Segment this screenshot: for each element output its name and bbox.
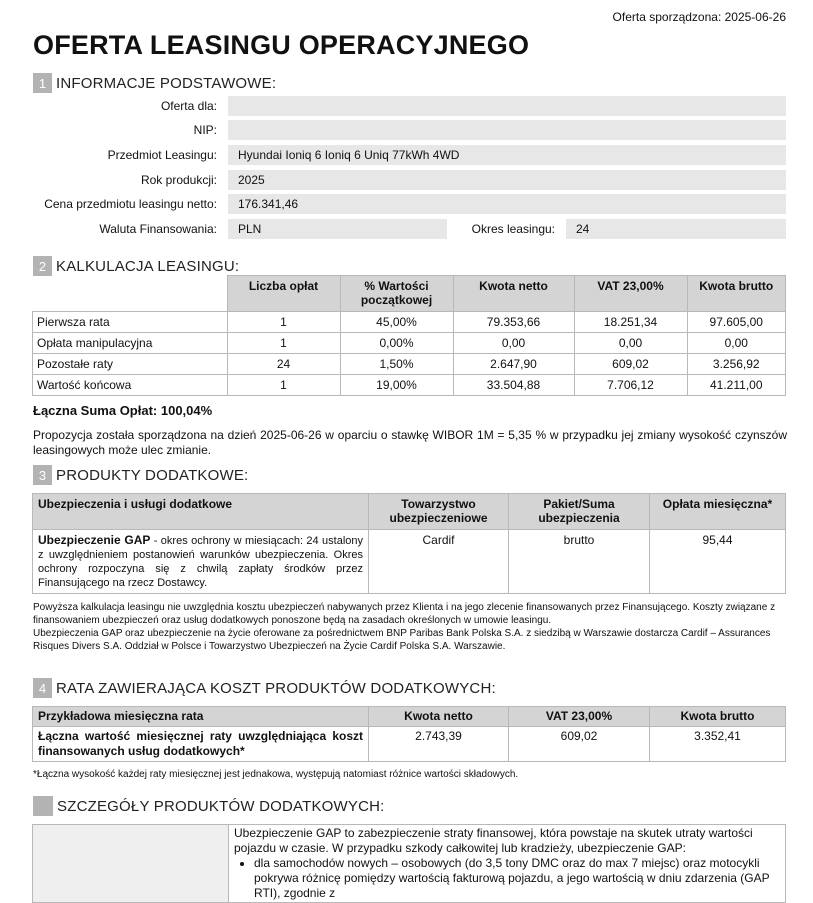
installment-footnote: *Łączna wysokość każdej raty miesięcznej jest jednakowa, występują natomiast różnice wartości składowych. — [33, 769, 519, 780]
cell-liczba: 1 — [227, 375, 340, 396]
product-description: - okres ochrony w miesiącach: 24 ustalony z uwzględnieniem postanowień warunków ubezpieczenia. Okres ochrony rozpoczyna się z chwilą zapłaty środków przez Finansującego na rzecz Dostawcy. — [38, 535, 364, 589]
details-paragraph: Ubezpieczenie GAP to zabezpieczenie straty finansowej, która powstaje na skutek utraty wartości pojazdu w czasie. W przypadku szkody całkowitej lub kradzieży, ubezpieczenie GAP: — [234, 826, 753, 855]
note-paragraph: Ubezpieczenia GAP oraz ubezpieczenie na życie oferowane za pośrednictwem BNP Paribas Bank Polska S.A. z siedzibą w Warszawie dostarcza Cardif – Assurances Risques Divers S.A. Oddział w Polsce i Towarzystwo Ubezpieczeń na Życie Cardif Polska S.A. Warszawie. — [33, 628, 771, 652]
cell-vat: 609,02 — [509, 727, 650, 762]
column-header: % Wartości początkowej — [340, 276, 453, 312]
section-number: 4 — [33, 678, 52, 698]
table-header-row — [33, 707, 786, 727]
column-header: Kwota netto — [369, 707, 509, 727]
product-name: Ubezpieczenie GAP — [38, 533, 151, 547]
cell-procent: 45,00% — [340, 312, 453, 333]
column-header: Pakiet/Suma ubezpieczenia — [509, 494, 650, 530]
column-header: Kwota netto — [453, 276, 574, 312]
insurance-notes — [33, 601, 791, 653]
table-corner — [33, 276, 228, 312]
field-value: Hyundai Ioniq 6 Ioniq 6 Uniq 77kWh 4WD — [228, 145, 786, 165]
installment-table — [32, 706, 786, 762]
cell-brutto: 3.256,92 — [687, 354, 786, 375]
section-title: KALKULACJA LEASINGU: — [56, 257, 240, 275]
field-value: 2025 — [228, 170, 786, 190]
additional-products-table — [32, 493, 786, 594]
section-title: RATA ZAWIERAJĄCA KOSZT PRODUKTÓW DODATKOWYCH: — [56, 679, 496, 697]
product-details-table — [32, 824, 786, 903]
section-number — [33, 796, 53, 816]
cell-brutto: 3.352,41 — [650, 727, 786, 762]
field-waluta — [0, 219, 813, 239]
cell-liczba: 24 — [227, 354, 340, 375]
note-paragraph: Powyższa kalkulacja leasingu nie uwzględnia kosztu ubezpieczeń nabywanych przez Klienta i na jego zlecenie finansowanych przez Finansującego. Koszty związane z finansowaniem ubezpieczeń oraz usług dodatkowych ponoszone będą na zasadach określonych w umowie leasingu. — [33, 602, 776, 626]
field-label: Przedmiot Leasingu: — [107, 148, 217, 162]
table-header-row — [33, 494, 786, 530]
field-rok — [0, 170, 813, 190]
field-label: Oferta dla: — [160, 99, 217, 113]
section-1-header — [33, 73, 276, 93]
cell-netto: 0,00 — [453, 333, 574, 354]
cell-vat: 609,02 — [574, 354, 687, 375]
column-header: Ubezpieczenia i usługi dodatkowe — [33, 494, 369, 530]
column-header: Kwota brutto — [687, 276, 786, 312]
table-row — [33, 825, 786, 903]
field-przedmiot — [0, 145, 813, 165]
field-label: Waluta Finansowania: — [99, 222, 217, 236]
total-sum: Łączna Suma Opłat: 100,04% — [33, 403, 213, 418]
list-item: • dla samochodów nowych – osobowych (do 3,5 tony DMC oraz do max 7 miejsc) oraz motocykli pokrywa różnicę pomiędzy wartością fakturową pojazdu, a jego wartością w dniu zdarzenia (GAP RTI), zgodnie z — [254, 856, 780, 901]
proposal-text: Propozycja została sporządzona na dzień 2025-06-26 w oparciu o stawkę WIBOR 1M = 5,35 % w przypadku jej zmiany wysokość czynszów leasingowych może ulec zmianie. — [33, 428, 787, 457]
field-nip — [0, 120, 813, 140]
table-row — [33, 375, 786, 396]
section-3-header — [33, 465, 248, 485]
section-number: 3 — [33, 465, 52, 485]
field-value-okres: 24 — [566, 219, 786, 239]
field-label: NIP: — [193, 123, 217, 137]
column-header: Liczba opłat — [227, 276, 340, 312]
table-row — [33, 312, 786, 333]
field-cena — [0, 194, 813, 214]
column-header: VAT 23,00% — [574, 276, 687, 312]
gap-insurance-cell — [33, 530, 369, 594]
cell-brutto: 97.605,00 — [687, 312, 786, 333]
table-header-row — [33, 276, 786, 312]
field-oferta-dla — [0, 96, 813, 116]
row-label: Łączna wartość miesięcznej raty uwzględniająca koszt finansowanych usług dodatkowych* — [33, 727, 369, 762]
section-title: PRODUKTY DODATKOWE: — [56, 466, 249, 484]
field-value — [228, 96, 786, 116]
row-label: Pierwsza rata — [33, 312, 228, 333]
table-row — [33, 530, 786, 594]
cell-vat: 7.706,12 — [574, 375, 687, 396]
row-label: Opłata manipulacyjna — [33, 333, 228, 354]
cell-netto: 2.647,90 — [453, 354, 574, 375]
field-label-okres: Okres leasingu: — [471, 222, 555, 236]
row-label: Pozostałe raty — [33, 354, 228, 375]
details-text-cell — [229, 825, 786, 903]
section-5-header — [33, 796, 385, 816]
cell-oplata: 95,44 — [650, 530, 786, 594]
field-value: PLN — [228, 219, 447, 239]
section-title: SZCZEGÓŁY PRODUKTÓW DODATKOWYCH: — [57, 797, 385, 815]
cell-netto: 33.504,88 — [453, 375, 574, 396]
field-value — [228, 120, 786, 140]
cell-brutto: 41.211,00 — [687, 375, 786, 396]
leasing-calculation-table — [32, 275, 786, 396]
cell-netto: 2.743,39 — [369, 727, 509, 762]
table-row — [33, 727, 786, 762]
cell-procent: 1,50% — [340, 354, 453, 375]
page-title: OFERTA LEASINGU OPERACYJNEGO — [33, 30, 530, 60]
cell-netto: 79.353,66 — [453, 312, 574, 333]
cell-liczba: 1 — [227, 333, 340, 354]
table-row — [33, 354, 786, 375]
column-header: Przykładowa miesięczna rata — [33, 707, 369, 727]
column-header: VAT 23,00% — [509, 707, 650, 727]
cell-procent: 0,00% — [340, 333, 453, 354]
cell-procent: 19,00% — [340, 375, 453, 396]
details-list — [234, 856, 780, 901]
cell-towarzystwo: Cardif — [369, 530, 509, 594]
column-header: Opłata miesięczna* — [650, 494, 786, 530]
field-label: Cena przedmiotu leasingu netto: — [44, 197, 217, 211]
section-title: INFORMACJE PODSTAWOWE: — [56, 74, 277, 92]
details-label-cell — [33, 825, 229, 903]
cell-liczba: 1 — [227, 312, 340, 333]
cell-vat: 18.251,34 — [574, 312, 687, 333]
column-header: Kwota brutto — [650, 707, 786, 727]
offer-date: Oferta sporządzona: 2025-06-26 — [612, 10, 786, 24]
section-number: 2 — [33, 256, 52, 276]
column-header: Towarzystwo ubezpieczeniowe — [369, 494, 509, 530]
field-value: 176.341,46 — [228, 194, 786, 214]
cell-vat: 0,00 — [574, 333, 687, 354]
cell-pakiet: brutto — [509, 530, 650, 594]
field-label: Rok produkcji: — [140, 173, 217, 187]
section-2-header — [33, 256, 239, 276]
row-label: Wartość końcowa — [33, 375, 228, 396]
section-4-header — [33, 678, 496, 698]
cell-brutto: 0,00 — [687, 333, 786, 354]
table-row — [33, 333, 786, 354]
section-number: 1 — [33, 73, 52, 93]
